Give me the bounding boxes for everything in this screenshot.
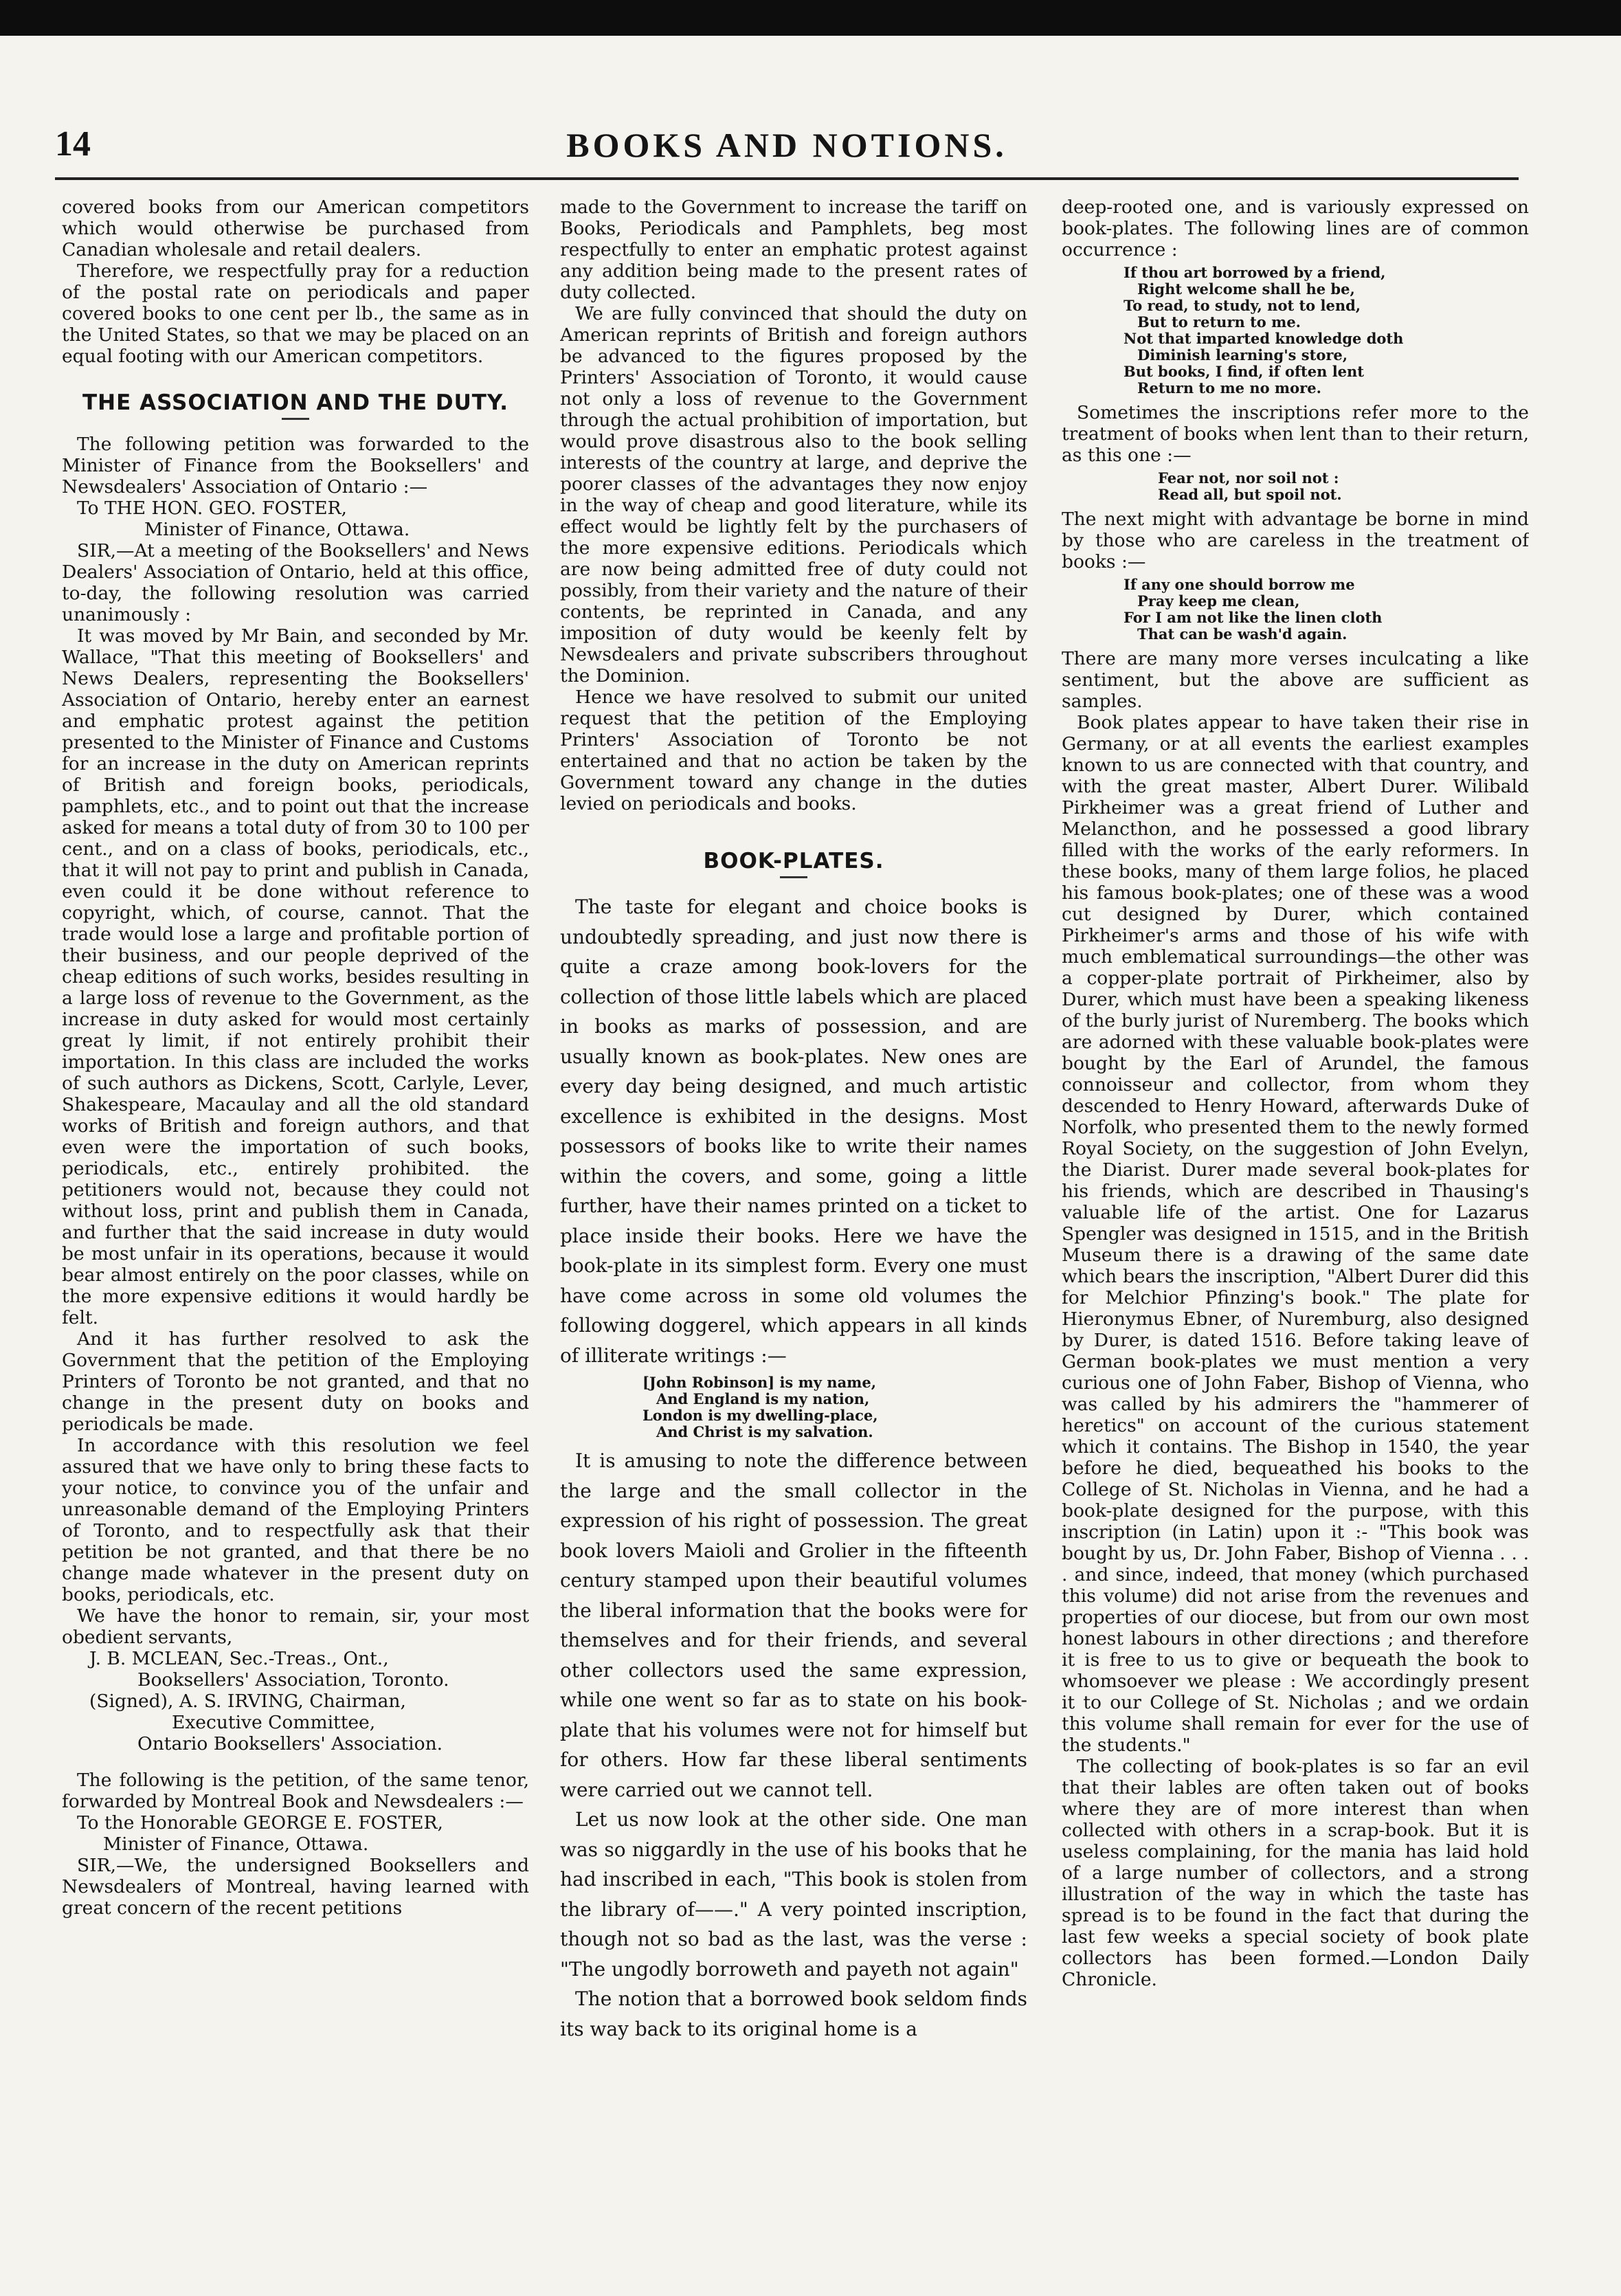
- signature-line: Booksellers' Association, Toronto.: [137, 1669, 449, 1691]
- paragraph: covered books from our American competitors which would otherwise be purchased from Canadian wholesale and retail dealers.: [62, 197, 529, 260]
- verse-line: [John Robinson] is my name,: [642, 1374, 877, 1391]
- paragraph: The collecting of book-plates is so far an evil that their lables are often taken out of books where they are of more interest than when collected with others in a scrap-book. But it is useless complaining, for the mania has laid hold of a large number of collectors, and a strong illustration of the way in which the taste has spread is to be found in the fact that during the last few weeks a special society of book plate collectors has been formed.—London Daily Chronicle.: [1062, 1756, 1529, 1990]
- top-black-border: [0, 0, 1621, 36]
- paragraph: It was moved by Mr Bain, and seconded by Mr. Wallace, "That this meeting of Booksellers' and News Dealers, representing the Booksellers' Association of Ontario, hereby enter an earnest and emphatic protest against the petition presented to the Minister of Finance and Customs for an increase in the duty on American reprints of British and foreign books, periodicals, pamphlets, etc., and to point out that the increase asked for means a total duty of from 30 to 100 per cent., and on a class of books, periodicals, etc., that it will not pay to print and publish in Canada, even could it be done without reference to copyright, which, of course, cannot. That the trade would lose a large and profitable portion of their business, and our people deprived of the cheap editions of such works, besides resulting in a large loss of revenue to the Government, as the increase in duty asked for would most certainly great ly limit, if not entirely prohibit their importation. In this class are included the works of such authors as Dickens, Scott, Carlyle, Lever, Shakespeare, Macaulay and all the old standard works of British and foreign authors, and that even were the importation of such books, periodicals, etc., entirely prohibited. the petitioners would not, because they could not without loss, print and publish them in Canada, and further that the said increase in duty would be most unfair in its operations, because it would bear almost entirely on the poor classes, while on the more expensive editions it would hardly be felt.: [62, 625, 529, 1328]
- verse-block: [1062, 265, 1529, 397]
- paragraph: The taste for elegant and choice books is undoubtedly spreading, and just now there is quite a craze among book-lovers for the collection of those little labels which are placed in books as marks of possession, and are usually known as book-plates. New ones are every day being designed, and much artistic excellence is exhibited in the designs. Most possessors of books like to write their names within the covers, and some, going a little further, have their names printed on a ticket to place inside their books. Here we have the book-plate in its simplest form. Every one must have come across in some old volumes the following doggerel, which appears in all kinds of illiterate writings :—: [560, 895, 1027, 1367]
- paragraph: The next might with advantage be borne in mind by those who are careless in the treatment of books :—: [1062, 509, 1529, 572]
- verse-line: Return to me no more.: [1137, 379, 1321, 397]
- verse-line: For I am not like the linen cloth: [1123, 609, 1383, 626]
- verse-line: London is my dwelling-place,: [642, 1407, 878, 1424]
- signature-line: J. B. MCLEAN, Sec.-Treas., Ont.,: [89, 1648, 389, 1669]
- paragraph: Hence we have resolved to submit our united request that the petition of the Employing Printers' Association of Toronto be not entertained and that no action be taken by the Government toward any change in the duties levied on periodicals and books.: [560, 687, 1027, 814]
- column-3: [1062, 197, 1529, 2258]
- signature-line: Ontario Booksellers' Association.: [137, 1733, 443, 1754]
- verse-line: Read all, but spoil not.: [1158, 486, 1342, 503]
- article-heading-book-plates: BOOK-PLATES.: [703, 849, 884, 873]
- paragraph: The following petition was forwarded to the Minister of Finance from the Booksellers' and Newsdealers' Association of Ontario :—: [62, 434, 529, 498]
- paragraph: deep-rooted one, and is variously expressed on book-plates. The following lines are of common occurrence :: [1062, 197, 1529, 260]
- paragraph: Book plates appear to have taken their rise in Germany, or at all events the earliest examples known to us are connected with that country, and with the great master, Albert Durer. Wilibald Pirkheimer was a great friend of Luther and Melancthon, and he possessed a good library filled with the works of the early reformers. In these books, many of them large folios, he placed his famous book-plates; one of these was a wood cut designed by Durer, which contained Pirkheimer's arms and those of his wife with much emblematical surroundings—the other was a copper-plate portrait of Pirkheimer, also by Durer, which must have been a speaking likeness of the burly jurist of Nuremberg. The books which are adorned with these valuable book-plates were bought by the Earl of Arundel, the famous connoisseur and collector, from whom they descended to Henry Howard, afterwards Duke of Norfolk, who presented them to the newly formed Royal Society, on the suggestion of John Evelyn, the Diarist. Durer made several book-plates for his friends, which are described in Thausing's valuable life of the artist. One for Lazarus Spengler was designed in 1515, and in the British Museum there is a drawing of the same date which bears the inscription, "Albert Durer did this for Melchior Pfinzing's book." The plate for Hieronymus Ebner, of Nuremburg, also designed by Durer, is dated 1516. Before taking leave of German book-plates we must mention a very curious one of John Faber, Bishop of Vienna, who was called by his admirers the "hammerer of heretics" on account of the curious statement which it contains. The Bishop in 1540, the year before he died, bequeathed his books to the College of St. Nicholas in Vienna, and he had a book-plate designed for the purpose, with this inscription (in Latin) upon it :- "This book was bought by us, Dr. John Faber, Bishop of Vienna . . . . and since, indeed, that money (which purchased this volume) did not arise from the revenues and properties of our diocese, but from our own most honest labours in other directions ; and therefore it is free to us to give or bequeath the book to whomsoever we please : We accordingly present it to our College of St. Nicholas ; and we ordain this volume shall remain for ever for the use of the students.": [1062, 712, 1529, 1756]
- paragraph: SIR,—At a meeting of the Booksellers' and News Dealers' Association of Ontario, held at this office, to-day, the following resolution was carried unanimously :: [62, 540, 529, 625]
- paragraph: It is amusing to note the difference between the large and the small collector in the expression of his right of possession. The great book lovers Maioli and Grolier in the fifteenth century stamped upon their beautiful volumes the liberal information that the books were for themselves and for their friends, and several other collectors used the same expression, while one went so far as to state on his book-plate that his volumes were not for himself but for others. How far these liberal sentiments were carried out we cannot tell.: [560, 1449, 1027, 1801]
- paragraph: Therefore, we respectfully pray for a reduction of the postal rate on periodicals and paper covered books to one cent per lb., the same as in the United States, so that we may be placed on an equal footing with our American competitors.: [62, 260, 529, 367]
- running-title: BOOKS AND NOTIONS.: [566, 126, 1007, 164]
- paragraph: And it has further resolved to ask the Government that the petition of the Employing Printers of Toronto be not granted, and that no change in the present duty on books and periodicals be made.: [62, 1328, 529, 1435]
- paragraph: The following is the petition, of the same tenor, forwarded by Montreal Book and Newsdealers :—: [62, 1770, 529, 1812]
- address-line: Minister of Finance, Ottawa.: [103, 1834, 369, 1855]
- address-line: Minister of Finance, Ottawa.: [144, 519, 410, 540]
- verse-line: Fear not, nor soil not :: [1158, 469, 1339, 487]
- verse-line: And Christ is my salvation.: [656, 1423, 873, 1440]
- header-rule: [55, 177, 1519, 180]
- paragraph: There are many more verses inculcating a like sentiment, but the above are sufficient as samples.: [1062, 648, 1529, 712]
- address-line: To the Honorable GEORGE E. FOSTER,: [77, 1812, 443, 1834]
- column-2: [560, 197, 1027, 2258]
- verse-line: Diminish learning's store,: [1137, 346, 1348, 364]
- verse-line: If thou art borrowed by a friend,: [1123, 264, 1386, 281]
- verse-line: But books, I find, if often lent: [1123, 363, 1365, 380]
- paragraph: Let us now look at the other side. One man was so niggardly in the use of his books that he had inscribed in each, "This book is stolen from the library of——." A very pointed inscription, though not so bad as the last, was the verse : "The ungodly borroweth and payeth not again": [560, 1808, 1027, 1981]
- verse-line: To read, to study, not to lend,: [1123, 297, 1361, 314]
- address-line: To THE HON. GEO. FOSTER,: [77, 498, 347, 519]
- paragraph: We are fully convinced that should the duty on American reprints of British and foreign authors be advanced to the figures proposed by the Printers' Association of Toronto, it would cause not only a loss of revenue to the Government through the actual prohibition of importation, but would prove disastrous also to the book selling interests of the country at large, and deprive the poorer classes of the advantages they now enjoy in the way of cheap and good literature, while its effect would be lightly felt by the purchasers of the more expensive editions. Periodicals which are now being admitted free of duty could not possibly, from their variety and the nature of their contents, be reprinted in Canada, and any imposition of duty would be keenly felt by Newsdealers and private subscribers throughout the Dominion.: [560, 303, 1027, 687]
- paragraph: The notion that a borrowed book seldom finds its way back to its original home is a: [560, 1987, 1027, 2040]
- signature-line: (Signed), A. S. IRVING, Chairman,: [89, 1691, 406, 1712]
- heading-rule: [282, 418, 309, 420]
- paragraph: SIR,—We, the undersigned Booksellers and Newsdealers of Montreal, having learned with great concern of the recent petitions: [62, 1855, 529, 1919]
- verse-block: [560, 1374, 1027, 1440]
- verse-line: Pray keep me clean,: [1137, 592, 1300, 610]
- page-header: [55, 124, 1519, 172]
- paragraph: We have the honor to remain, sir, your most obedient servants,: [62, 1605, 529, 1648]
- article-heading-association-duty: THE ASSOCIATION AND THE DUTY.: [82, 390, 508, 415]
- verse-line: Not that imparted knowledge doth: [1123, 330, 1404, 347]
- verse-line: And England is my nation,: [656, 1390, 870, 1407]
- heading-rule: [780, 876, 807, 878]
- verse-line: But to return to me.: [1137, 313, 1301, 331]
- verse-block: [1062, 470, 1529, 503]
- verse-line: That can be wash'd again.: [1137, 625, 1348, 643]
- column-1: [62, 197, 529, 2258]
- paragraph: made to the Government to increase the tariff on Books, Periodicals and Pamphlets, beg most respectfully to enter an emphatic protest against any addition being made to the present rates of duty collected.: [560, 197, 1027, 303]
- paragraph: In accordance with this resolution we feel assured that we have only to bring these facts to your notice, to convince you of the unfair and unreasonable demand of the Employing Printers of Toronto, and to respectfully ask that their petition be not granted, and that there be no change made whatever in the present duty on books, periodicals, etc.: [62, 1435, 529, 1605]
- verse-line: If any one should borrow me: [1123, 576, 1355, 593]
- page-number: 14: [55, 124, 91, 164]
- verse-line: Right welcome shall he be,: [1137, 280, 1355, 298]
- verse-block: [1062, 577, 1529, 643]
- signature-line: Executive Committee,: [172, 1712, 376, 1733]
- paragraph: Sometimes the inscriptions refer more to the treatment of books when lent than to their return, as this one :—: [1062, 402, 1529, 466]
